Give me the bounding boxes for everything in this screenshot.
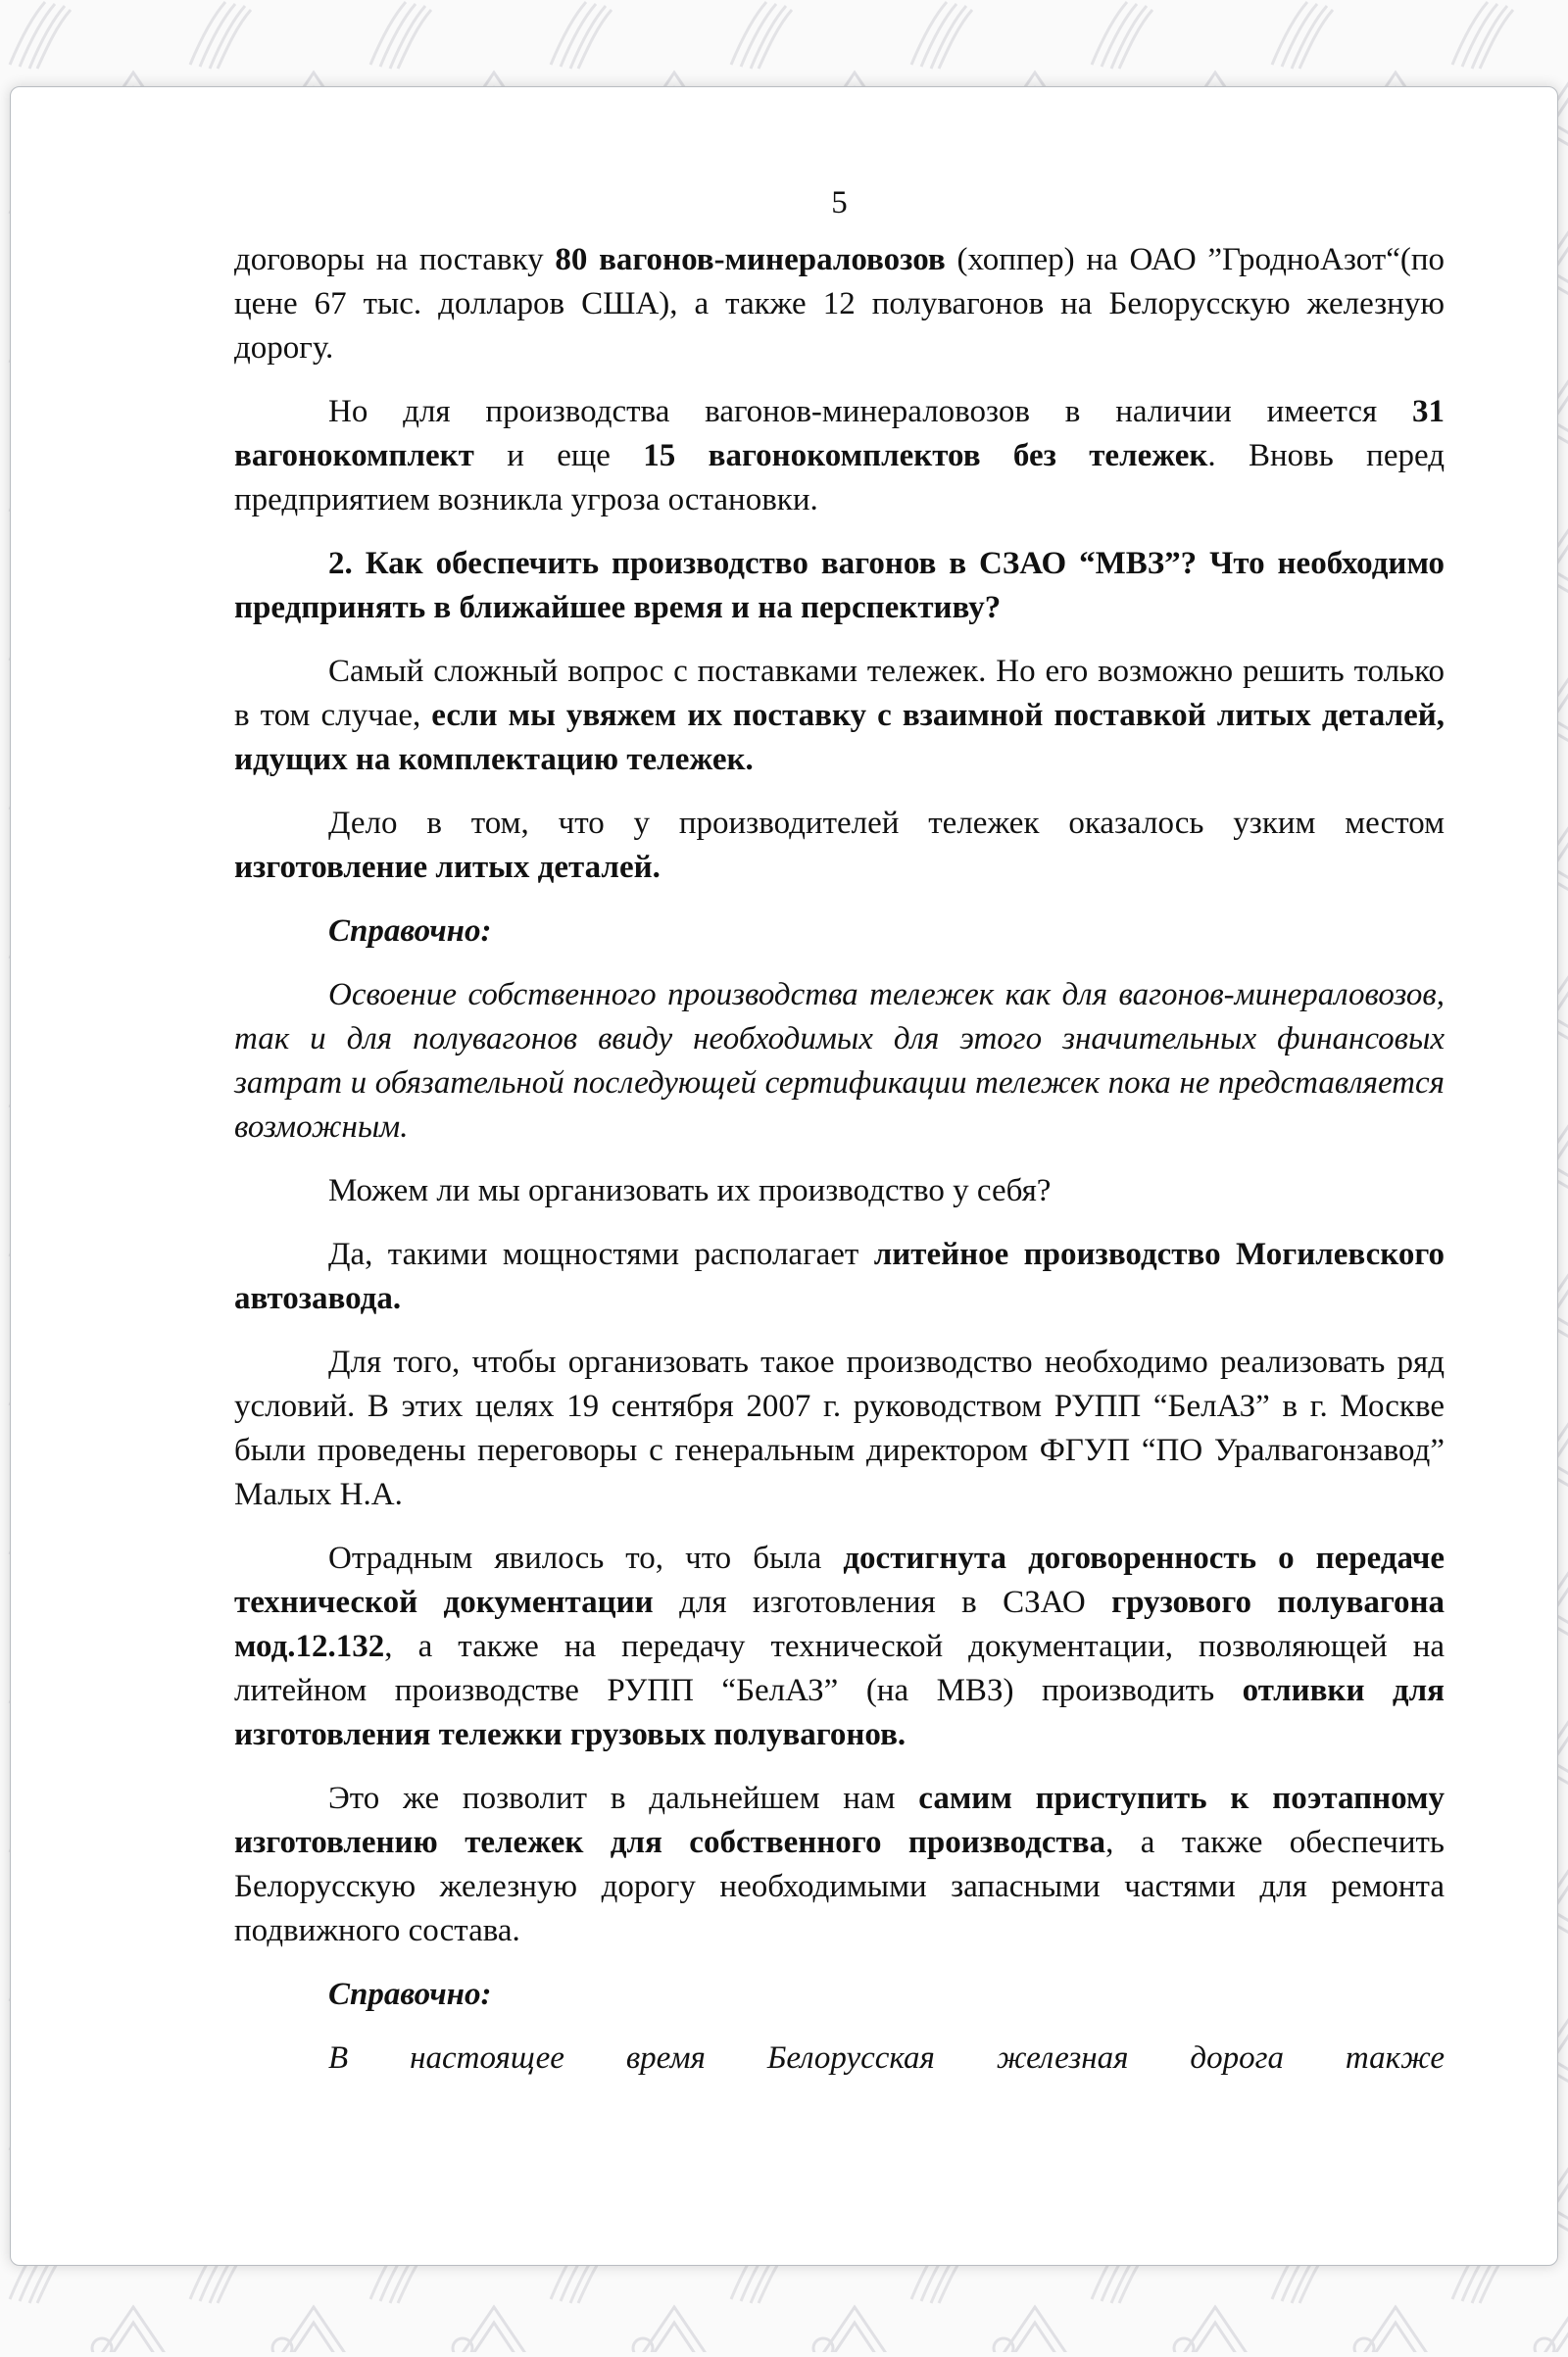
text-run: Это же позволит в дальнейшем нам <box>328 1781 918 1816</box>
para-bottleneck <box>234 802 1445 890</box>
para-agreement <box>234 1537 1445 1757</box>
ref-note-1 <box>234 973 1445 1150</box>
text-run: если мы увяжем их поставку с взаимной поставкой литых деталей, идущих на комплектацию тележек. <box>234 698 1445 777</box>
text-run: . Вновь перед предприятием возникла угроза остановки. <box>234 438 1445 517</box>
text-run: Дело в том, что у производителей тележек оказалось узким местом <box>328 806 1445 841</box>
text-run: Для того, чтобы организовать такое производство необходимо реализовать ряд условий. В этих целях 19 сентября 2007 г. руководством РУПП “БелАЗ” в г. Москве были проведены переговоры с генеральным директором ФГУП “ПО Уралвагонзавод” Малых Н.А. <box>234 1345 1445 1512</box>
ref-note-2 <box>234 2037 1445 2081</box>
para-future <box>234 1777 1445 1953</box>
para-answer-maz <box>234 1233 1445 1321</box>
ref-label-1 <box>234 909 1445 954</box>
text-run: Справочно: <box>328 913 491 949</box>
text-run: достигнута договоренность о передаче технической документации <box>234 1541 1445 1620</box>
para-shortage <box>234 390 1445 522</box>
para-bogies-supply <box>234 650 1445 782</box>
text-run: Но для производства вагонов-минераловозов в наличии имеется <box>328 394 1412 429</box>
ref-label-2 <box>234 1973 1445 2017</box>
text-run: Самый сложный вопрос с поставками тележек. Но его возможно решить только в том случае, <box>234 654 1445 733</box>
text-run: В настоящее время Белорусская железная дорога также <box>328 2040 1445 2076</box>
page-number: 5 <box>234 181 1445 225</box>
text-run: и еще <box>474 438 643 473</box>
text-run: отливки для изготовления тележки грузовых полувагонов. <box>234 1673 1445 1752</box>
text-run: , а также на передачу технической документации, позволяющей на литейном производстве РУПП “БелАЗ” (на МВЗ) производить <box>234 1629 1445 1708</box>
text-run: литейное производство Могилевского автозавода. <box>234 1237 1445 1316</box>
heading-question-2 <box>234 542 1445 630</box>
text-run: самим приступить к поэтапному изготовлению тележек для собственного производства <box>234 1781 1445 1860</box>
text-run: Отрадным явилось то, что была <box>328 1541 843 1576</box>
text-run: 2. Как обеспечить производство вагонов в СЗАО “МВЗ”? Что необходимо предпринять в ближайшее время и на перспективу? <box>234 546 1445 625</box>
text-run: Освоение собственного производства тележек как для вагонов-минераловозов, так и для полувагонов ввиду необходимых для этого значительных финансовых затрат и обязательной последующей сертификации тележек пока не представляется возможным. <box>234 977 1445 1145</box>
document-body <box>234 238 1445 2081</box>
para-question-own <box>234 1169 1445 1213</box>
text-run: договоры на поставку <box>234 242 555 277</box>
text-run: для изготовления в СЗАО <box>654 1585 1111 1620</box>
text-run: 31 вагонокомплект <box>234 394 1445 473</box>
text-run: 15 вагонокомплектов без тележек <box>643 438 1207 473</box>
text-run: изготовление литых деталей. <box>234 850 661 885</box>
para-contracts <box>234 238 1445 370</box>
text-run: 80 вагонов-минераловозов <box>555 242 945 277</box>
text-run: грузового полувагона мод.12.132 <box>234 1585 1445 1664</box>
text-run: Справочно: <box>328 1977 491 2012</box>
text-run: (хоппер) на ОАО ”ГродноАзот“(по цене 67 тыс. долларов США), а также 12 полувагонов на Белорусскую железную дорогу. <box>234 242 1445 366</box>
text-run: , а также обеспечить Белорусскую железную дорогу необходимыми запасными частями для ремонта подвижного состава. <box>234 1825 1445 1948</box>
text-run: Да, такими мощностями располагает <box>328 1237 874 1272</box>
para-negotiations <box>234 1341 1445 1517</box>
document-page <box>10 86 1558 2266</box>
text-run: Можем ли мы организовать их производство у себя? <box>328 1173 1051 1208</box>
